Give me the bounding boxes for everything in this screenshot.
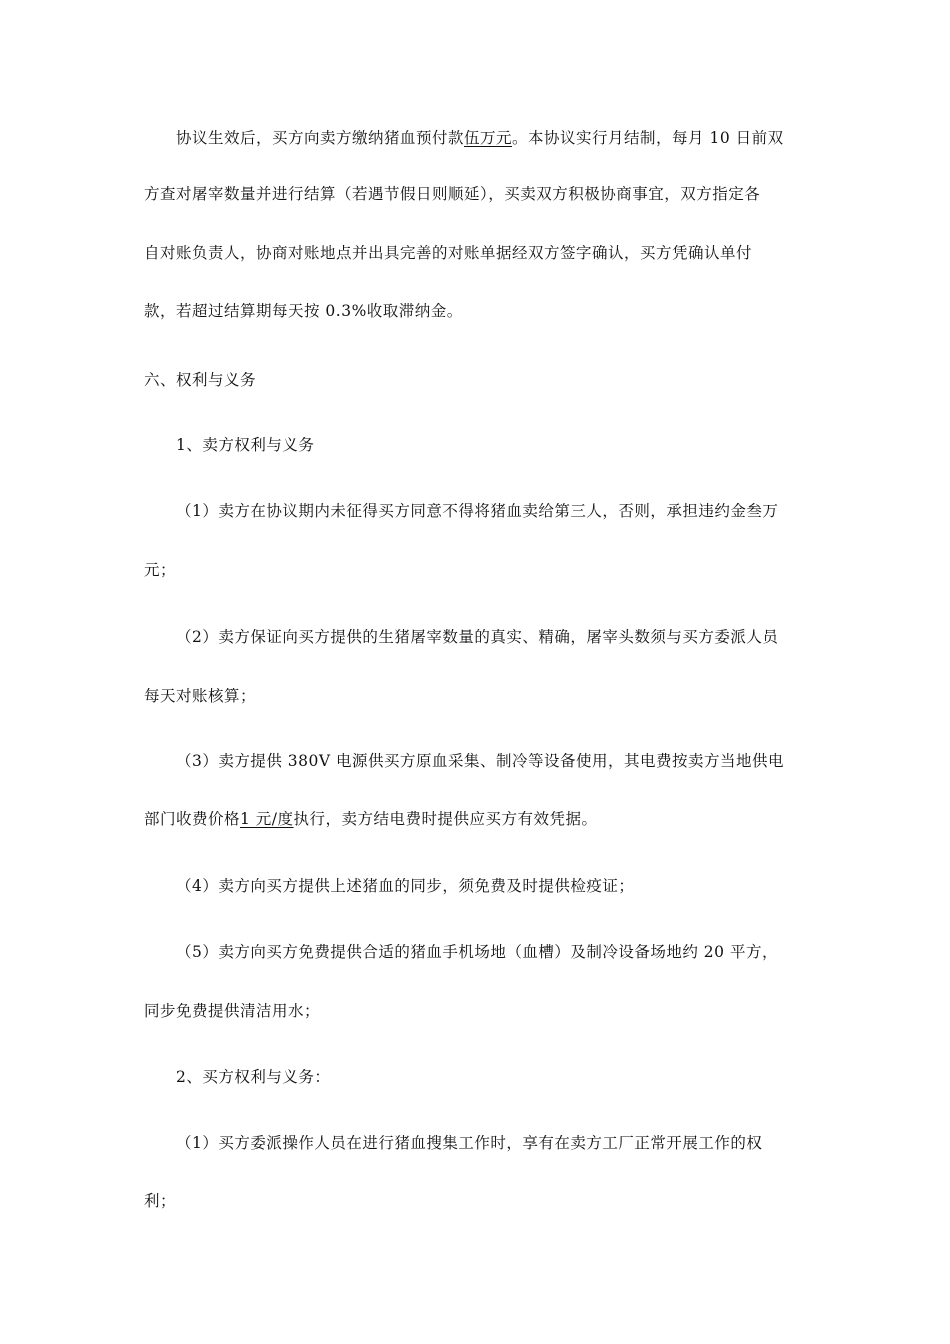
seller-item-5-line-1: （5）卖方向买方免费提供合适的猪血手机场地（血槽）及制冷设备场地约 20 平方， xyxy=(176,943,778,961)
buyer-item-1-line-2: 利； xyxy=(144,1192,177,1210)
seller-item-1-line-2: 元； xyxy=(144,561,177,579)
electricity-text-after-price: 执行，卖方结电费时提供应买方有效凭据。 xyxy=(293,810,598,828)
payment-text-before-amount: 协议生效后，买方向卖方缴纳猪血预付款 xyxy=(176,129,465,147)
seller-item-2-line-2: 每天对账核算； xyxy=(144,687,257,705)
buyer-item-1-line-1: （1）买方委派操作人员在进行猪血搜集工作时，享有在卖方工厂正常开展工作的权 xyxy=(176,1134,763,1152)
buyer-heading: 2、买方权利与义务： xyxy=(176,1068,331,1086)
prepayment-amount: 伍万元 xyxy=(464,129,513,147)
seller-item-3-line-1: （3）卖方提供 380V 电源供买方原血采集、制冷等设备使用，其电费按卖方当地供电 xyxy=(176,752,784,770)
seller-heading: 1、卖方权利与义务 xyxy=(176,436,315,454)
section-six-title: 六、权利与义务 xyxy=(144,371,257,389)
seller-item-2-line-1: （2）卖方保证向买方提供的生猪屠宰数量的真实、精确，屠宰头数须与买方委派人员 xyxy=(176,628,779,646)
seller-item-5-line-2: 同步免费提供清洁用水； xyxy=(144,1002,321,1020)
seller-item-4: （4）卖方向买方提供上述猪血的同步，须免费及时提供检疫证； xyxy=(176,877,635,895)
payment-paragraph-line-3: 自对账负责人，协商对账地点并出具完善的对账单据经双方签字确认，买方凭确认单付 xyxy=(144,244,753,262)
electricity-price: 1 元/度 xyxy=(240,810,294,828)
payment-text-after-amount: 。本协议实行月结制，每月 10 日前双 xyxy=(512,129,784,147)
payment-paragraph-line-4: 款，若超过结算期每天按 0.3%收取滞纳金。 xyxy=(144,302,463,320)
seller-item-3-line-2 xyxy=(144,809,814,829)
electricity-text-before-price: 部门收费价格 xyxy=(144,810,241,828)
payment-paragraph-line-2: 方查对屠宰数量并进行结算（若遇节假日则顺延），买卖双方积极协商事宜，双方指定各 xyxy=(144,185,761,203)
payment-paragraph-line-1 xyxy=(176,128,816,148)
seller-item-1-line-1: （1）卖方在协议期内未征得买方同意不得将猪血卖给第三人，否则，承担违约金叁万 xyxy=(176,502,779,520)
